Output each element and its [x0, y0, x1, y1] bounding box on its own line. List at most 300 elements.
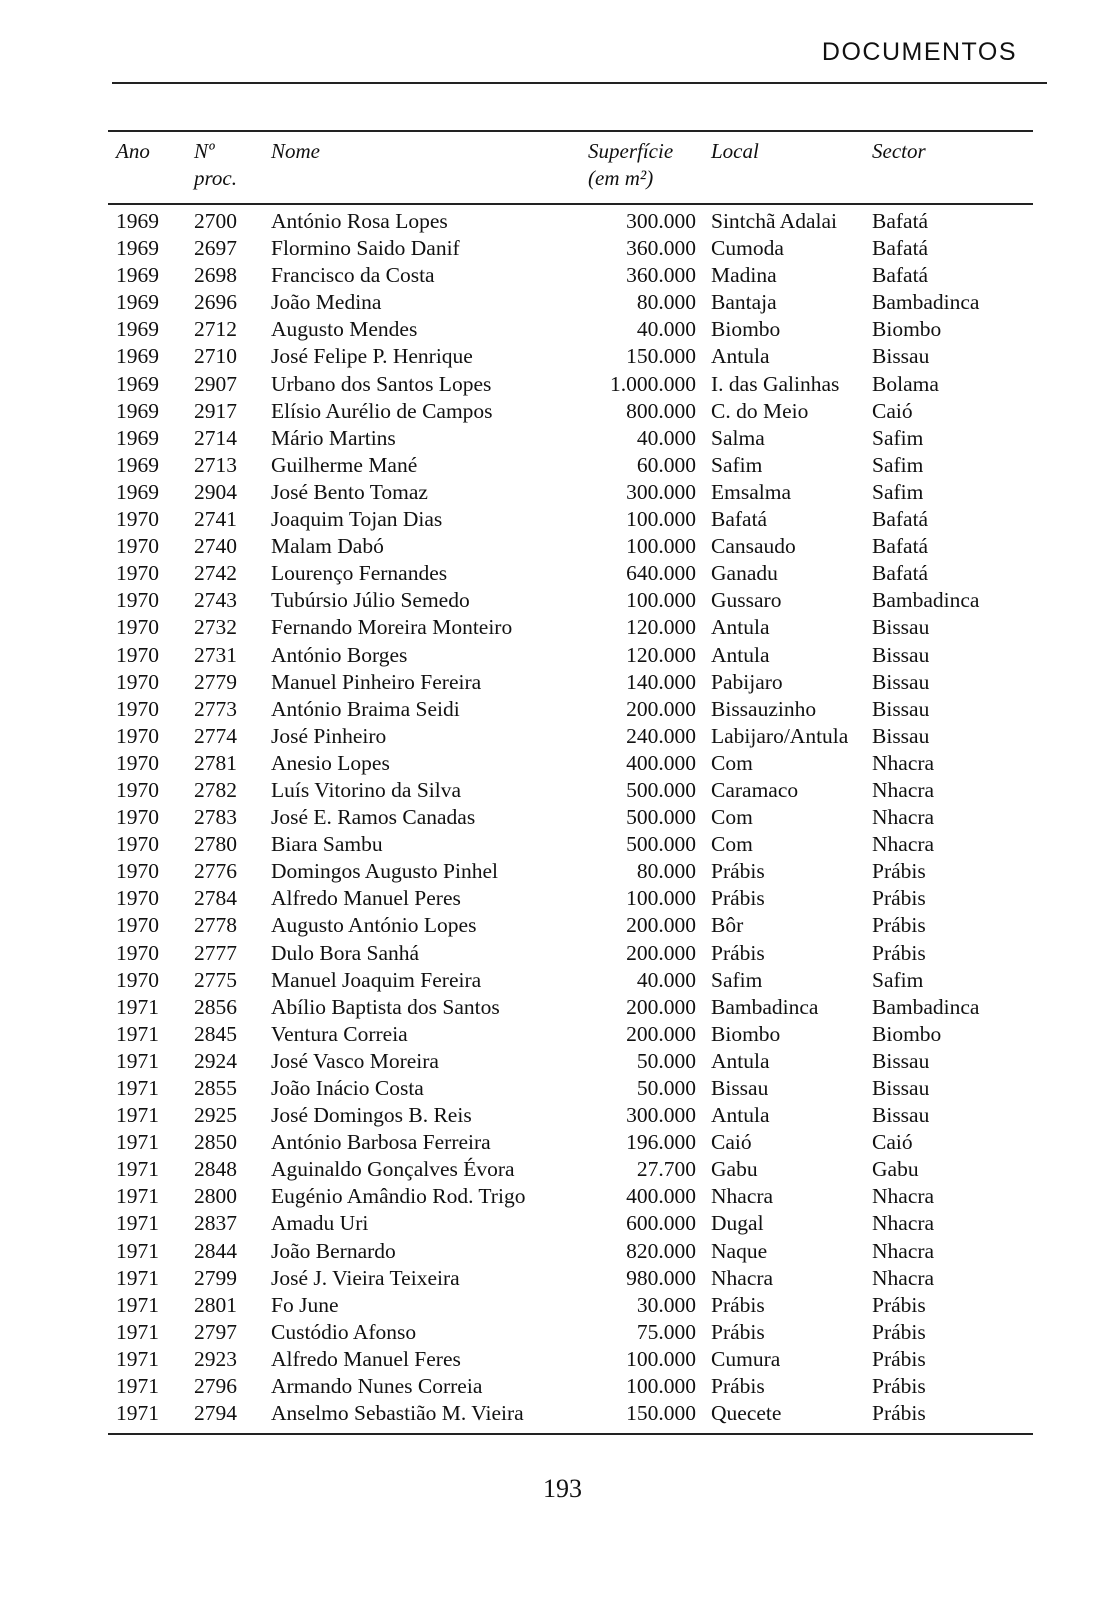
cell-ano: 1971 — [116, 1238, 159, 1263]
column-header-nome-label: Nome — [271, 139, 320, 163]
cell-sector: Bambadinca — [872, 994, 980, 1019]
cell-nome: José J. Vieira Teixeira — [271, 1265, 460, 1290]
cell-sector: Biombo — [872, 317, 942, 342]
cell-sector: Nhacra — [872, 805, 935, 830]
cell-ano: 1970 — [116, 805, 159, 830]
cell-local: Biombo — [711, 317, 781, 342]
cell-sector: Bissau — [872, 1076, 930, 1100]
cell-superficie: 1.000.000 — [610, 371, 696, 396]
cell-ano: 1970 — [116, 534, 159, 559]
cell-proc: 2923 — [194, 1346, 237, 1371]
cell-ano: 1970 — [116, 913, 159, 938]
cell-sector: Bambadinca — [872, 290, 980, 315]
cell-local: Safim — [711, 967, 763, 992]
cell-nome: Luís Vitorino da Silva — [271, 777, 462, 802]
cell-sector: Prábis — [872, 1346, 926, 1371]
cell-sector: Prábis — [872, 1292, 926, 1317]
cell-ano: 1970 — [116, 967, 159, 992]
cell-sector: Bissau — [872, 642, 930, 667]
cell-superficie: 100.000 — [626, 886, 696, 911]
cell-superficie: 100.000 — [626, 507, 696, 532]
cell-local: Caió — [711, 1130, 752, 1155]
cell-nome: Augusto Mendes — [271, 317, 418, 342]
cell-local: Salma — [711, 425, 765, 450]
cell-ano: 1969 — [116, 344, 159, 369]
cell-local: Com — [711, 805, 753, 830]
cell-superficie: 27.700 — [636, 1157, 696, 1182]
table-row — [0, 1210, 1109, 1237]
cell-nome: António Borges — [271, 642, 408, 667]
cell-local: Sintchã Adalai — [711, 209, 837, 233]
cell-local: C. do Meio — [711, 398, 809, 423]
cell-superficie: 30.000 — [636, 1292, 696, 1317]
column-header-nome — [271, 138, 320, 165]
cell-ano: 1971 — [116, 1401, 159, 1426]
cell-local: Prábis — [711, 940, 765, 965]
cell-proc: 2776 — [194, 859, 237, 884]
cell-ano: 1970 — [116, 561, 159, 586]
cell-ano: 1970 — [116, 696, 159, 721]
cell-sector: Bafatá — [872, 263, 929, 288]
cell-sector: Prábis — [872, 1374, 926, 1399]
cell-superficie: 500.000 — [626, 805, 696, 830]
cell-superficie: 100.000 — [626, 1346, 696, 1371]
cell-sector: Safim — [872, 479, 924, 504]
cell-superficie: 200.000 — [626, 696, 696, 721]
cell-superficie: 300.000 — [626, 1103, 696, 1128]
cell-ano: 1971 — [116, 1103, 159, 1128]
cell-nome: Malam Dabó — [271, 534, 384, 559]
cell-superficie: 100.000 — [626, 588, 696, 613]
cell-ano: 1970 — [116, 507, 159, 532]
cell-local: Prábis — [711, 1374, 765, 1399]
cell-proc: 2740 — [194, 534, 237, 559]
cell-sector: Nhacra — [872, 1211, 935, 1236]
cell-local: Antula — [711, 615, 770, 640]
table-row — [0, 1075, 1109, 1102]
table-header-rule — [108, 203, 1033, 205]
table-row — [0, 1102, 1109, 1129]
cell-nome: Custódio Afonso — [271, 1319, 417, 1344]
cell-proc: 2801 — [194, 1292, 237, 1317]
cell-sector: Safim — [872, 967, 924, 992]
cell-local: Bissau — [711, 1076, 769, 1100]
cell-proc: 2713 — [194, 452, 237, 477]
table-row — [0, 425, 1109, 452]
table-row — [0, 1373, 1109, 1400]
cell-sector: Prábis — [872, 913, 926, 938]
cell-ano: 1969 — [116, 425, 159, 450]
table-row — [0, 506, 1109, 533]
column-header-proc — [194, 138, 237, 192]
cell-nome: Francisco da Costa — [271, 263, 435, 288]
cell-sector: Prábis — [872, 1319, 926, 1344]
cell-local: Caramaco — [711, 777, 799, 802]
cell-superficie: 120.000 — [626, 642, 696, 667]
cell-proc: 2779 — [194, 669, 237, 694]
column-header-sector-label: Sector — [872, 139, 926, 163]
cell-superficie: 600.000 — [626, 1211, 696, 1236]
cell-sector: Bissau — [872, 344, 930, 369]
cell-ano: 1969 — [116, 479, 159, 504]
cell-ano: 1970 — [116, 832, 159, 857]
cell-nome: Anesio Lopes — [271, 750, 390, 775]
cell-ano: 1971 — [116, 1374, 159, 1399]
cell-ano: 1970 — [116, 777, 159, 802]
table-row — [0, 831, 1109, 858]
cell-local: Biombo — [711, 1021, 781, 1046]
cell-ano: 1971 — [116, 994, 159, 1019]
table-row — [0, 642, 1109, 669]
cell-ano: 1970 — [116, 723, 159, 748]
cell-proc: 2696 — [194, 290, 237, 315]
table-row — [0, 777, 1109, 804]
cell-superficie: 200.000 — [626, 994, 696, 1019]
cell-ano: 1969 — [116, 263, 159, 288]
cell-ano: 1971 — [116, 1157, 159, 1182]
cell-local: Labijaro/Antula — [711, 723, 849, 748]
table-row — [0, 912, 1109, 939]
table-row — [0, 669, 1109, 696]
cell-proc: 2780 — [194, 832, 237, 857]
cell-local: Antula — [711, 1103, 770, 1128]
cell-sector: Prábis — [872, 859, 926, 884]
column-header-superficie-line1: Superfície — [588, 139, 674, 163]
table-row — [0, 1292, 1109, 1319]
cell-proc: 2850 — [194, 1130, 237, 1155]
table-row — [0, 723, 1109, 750]
cell-nome: Manuel Joaquim Fereira — [271, 967, 482, 992]
cell-ano: 1971 — [116, 1265, 159, 1290]
cell-sector: Prábis — [872, 1401, 926, 1426]
cell-nome: Anselmo Sebastião M. Vieira — [271, 1401, 524, 1426]
cell-superficie: 50.000 — [636, 1076, 696, 1100]
table-row — [0, 1156, 1109, 1183]
cell-local: Pabijaro — [711, 669, 783, 694]
cell-superficie: 40.000 — [636, 425, 696, 450]
cell-ano: 1969 — [116, 371, 159, 396]
cell-ano: 1970 — [116, 940, 159, 965]
column-header-superficie — [588, 138, 673, 192]
table-row — [0, 940, 1109, 967]
cell-proc: 2925 — [194, 1103, 237, 1128]
cell-superficie: 140.000 — [626, 669, 696, 694]
cell-proc: 2714 — [194, 425, 237, 450]
cell-sector: Prábis — [872, 940, 926, 965]
header-rule — [112, 82, 1047, 84]
cell-sector: Nhacra — [872, 1265, 935, 1290]
cell-local: Naque — [711, 1238, 768, 1263]
cell-proc: 2710 — [194, 344, 237, 369]
cell-local: Antula — [711, 344, 770, 369]
cell-nome: António Barbosa Ferreira — [271, 1130, 491, 1155]
cell-proc: 2855 — [194, 1076, 237, 1100]
cell-nome: Lourenço Fernandes — [271, 561, 448, 586]
cell-nome: Tubúrsio Júlio Semedo — [271, 588, 470, 613]
cell-superficie: 150.000 — [626, 344, 696, 369]
cell-superficie: 640.000 — [626, 561, 696, 586]
cell-proc: 2777 — [194, 940, 237, 965]
cell-superficie: 50.000 — [636, 1048, 696, 1073]
cell-local: Com — [711, 832, 753, 857]
cell-superficie: 40.000 — [636, 317, 696, 342]
cell-proc: 2904 — [194, 479, 237, 504]
cell-sector: Bissau — [872, 696, 930, 721]
cell-proc: 2742 — [194, 561, 237, 586]
table-row — [0, 1129, 1109, 1156]
cell-ano: 1971 — [116, 1130, 159, 1155]
cell-superficie: 500.000 — [626, 777, 696, 802]
cell-ano: 1970 — [116, 669, 159, 694]
cell-ano: 1971 — [116, 1076, 159, 1100]
cell-ano: 1970 — [116, 750, 159, 775]
cell-nome: José Bento Tomaz — [271, 479, 428, 504]
cell-sector: Caió — [872, 398, 913, 423]
table-row — [0, 1021, 1109, 1048]
cell-proc: 2784 — [194, 886, 237, 911]
cell-superficie: 820.000 — [626, 1238, 696, 1263]
cell-sector: Bambadinca — [872, 588, 980, 613]
cell-nome: Aguinaldo Gonçalves Évora — [271, 1157, 515, 1182]
cell-sector: Bafatá — [872, 534, 929, 559]
cell-superficie: 800.000 — [626, 398, 696, 423]
table-row — [0, 967, 1109, 994]
column-header-proc-line1: Nº — [194, 139, 215, 163]
cell-superficie: 60.000 — [636, 452, 696, 477]
cell-local: Bantaja — [711, 290, 777, 315]
cell-nome: José Domingos B. Reis — [271, 1103, 472, 1128]
cell-nome: António Braima Seidi — [271, 696, 460, 721]
table-row — [0, 587, 1109, 614]
table-row — [0, 1265, 1109, 1292]
table-row — [0, 1048, 1109, 1075]
cell-sector: Nhacra — [872, 777, 935, 802]
table-row — [0, 1319, 1109, 1346]
cell-superficie: 360.000 — [626, 263, 696, 288]
cell-proc: 2698 — [194, 263, 237, 288]
cell-nome: Abílio Baptista dos Santos — [271, 994, 500, 1019]
cell-superficie: 75.000 — [636, 1319, 696, 1344]
cell-local: Prábis — [711, 886, 765, 911]
cell-nome: Amadu Uri — [271, 1211, 369, 1236]
cell-sector: Bafatá — [872, 507, 929, 532]
cell-ano: 1971 — [116, 1021, 159, 1046]
cell-superficie: 120.000 — [626, 615, 696, 640]
column-header-local — [711, 138, 759, 165]
table-row — [0, 614, 1109, 641]
cell-proc: 2773 — [194, 696, 237, 721]
cell-ano: 1971 — [116, 1184, 159, 1209]
cell-proc: 2845 — [194, 1021, 237, 1046]
table-row — [0, 696, 1109, 723]
cell-superficie: 980.000 — [626, 1265, 696, 1290]
cell-nome: Domingos Augusto Pinhel — [271, 859, 498, 884]
cell-proc: 2794 — [194, 1401, 237, 1426]
cell-local: Madina — [711, 263, 777, 288]
table-row — [0, 1346, 1109, 1373]
cell-local: Com — [711, 750, 753, 775]
cell-sector: Bissau — [872, 1048, 930, 1073]
cell-ano: 1969 — [116, 290, 159, 315]
cell-superficie: 100.000 — [626, 1374, 696, 1399]
table-row — [0, 858, 1109, 885]
cell-ano: 1971 — [116, 1346, 159, 1371]
table-row — [0, 289, 1109, 316]
table-row — [0, 452, 1109, 479]
cell-local: Gabu — [711, 1157, 758, 1182]
cell-local: Cumoda — [711, 236, 784, 261]
cell-superficie: 196.000 — [626, 1130, 696, 1155]
cell-sector: Biombo — [872, 1021, 942, 1046]
cell-local: Bissauzinho — [711, 696, 817, 721]
cell-nome: João Bernardo — [271, 1238, 396, 1263]
cell-nome: Dulo Bora Sanhá — [271, 940, 420, 965]
cell-ano: 1970 — [116, 615, 159, 640]
cell-ano: 1969 — [116, 236, 159, 261]
cell-proc: 2781 — [194, 750, 237, 775]
cell-sector: Nhacra — [872, 750, 935, 775]
cell-sector: Bafatá — [872, 209, 929, 233]
table-bottom-rule — [108, 1433, 1033, 1435]
cell-local: I. das Galinhas — [711, 371, 840, 396]
cell-proc: 2778 — [194, 913, 237, 938]
table-row — [0, 479, 1109, 506]
cell-proc: 2796 — [194, 1374, 237, 1399]
cell-ano: 1971 — [116, 1211, 159, 1236]
running-head: DOCUMENTOS — [821, 38, 1017, 66]
table-row — [0, 235, 1109, 262]
column-header-local-label: Local — [711, 139, 759, 163]
cell-nome: José E. Ramos Canadas — [271, 805, 476, 830]
cell-nome: Armando Nunes Correia — [271, 1374, 483, 1399]
cell-ano: 1969 — [116, 209, 159, 233]
cell-local: Nhacra — [711, 1265, 774, 1290]
cell-ano: 1970 — [116, 886, 159, 911]
cell-ano: 1971 — [116, 1048, 159, 1073]
cell-superficie: 300.000 — [626, 479, 696, 504]
cell-superficie: 100.000 — [626, 534, 696, 559]
column-header-ano — [116, 138, 150, 165]
cell-proc: 2844 — [194, 1238, 237, 1263]
cell-local: Prábis — [711, 1319, 765, 1344]
table-row — [0, 262, 1109, 289]
cell-proc: 2775 — [194, 967, 237, 992]
table-row — [0, 1183, 1109, 1210]
cell-sector: Safim — [872, 425, 924, 450]
cell-local: Antula — [711, 1048, 770, 1073]
cell-proc: 2917 — [194, 398, 237, 423]
cell-superficie: 300.000 — [626, 209, 696, 233]
cell-superficie: 200.000 — [626, 1021, 696, 1046]
cell-proc: 2848 — [194, 1157, 237, 1182]
cell-local: Antula — [711, 642, 770, 667]
cell-local: Emsalma — [711, 479, 792, 504]
cell-ano: 1970 — [116, 859, 159, 884]
cell-ano: 1970 — [116, 588, 159, 613]
column-header-ano-label: Ano — [116, 139, 150, 163]
table-row — [0, 1238, 1109, 1265]
cell-ano: 1969 — [116, 398, 159, 423]
cell-proc: 2783 — [194, 805, 237, 830]
cell-sector: Nhacra — [872, 1238, 935, 1263]
cell-ano: 1971 — [116, 1319, 159, 1344]
column-header-proc-line2: proc. — [194, 166, 237, 190]
cell-proc: 2732 — [194, 615, 237, 640]
table-row — [0, 994, 1109, 1021]
cell-sector: Bafatá — [872, 236, 929, 261]
cell-proc: 2797 — [194, 1319, 237, 1344]
cell-nome: João Inácio Costa — [271, 1076, 424, 1100]
cell-local: Gussaro — [711, 588, 782, 613]
table-row — [0, 750, 1109, 777]
cell-proc: 2782 — [194, 777, 237, 802]
cell-superficie: 360.000 — [626, 236, 696, 261]
table-row — [0, 804, 1109, 831]
cell-nome: José Felipe P. Henrique — [271, 344, 473, 369]
cell-nome: Manuel Pinheiro Fereira — [271, 669, 482, 694]
cell-local: Bambadinca — [711, 994, 819, 1019]
cell-sector: Safim — [872, 452, 924, 477]
table-row — [0, 371, 1109, 398]
cell-sector: Caió — [872, 1130, 913, 1155]
cell-superficie: 500.000 — [626, 832, 696, 857]
cell-superficie: 40.000 — [636, 967, 696, 992]
cell-sector: Bissau — [872, 723, 930, 748]
cell-proc: 2856 — [194, 994, 237, 1019]
cell-superficie: 240.000 — [626, 723, 696, 748]
cell-superficie: 80.000 — [636, 290, 696, 315]
cell-proc: 2800 — [194, 1184, 237, 1209]
cell-nome: Fo June — [271, 1292, 339, 1317]
cell-nome: Fernando Moreira Monteiro — [271, 615, 513, 640]
cell-proc: 2774 — [194, 723, 237, 748]
cell-sector: Bissau — [872, 669, 930, 694]
cell-nome: Urbano dos Santos Lopes — [271, 371, 492, 396]
cell-local: Cumura — [711, 1346, 781, 1371]
cell-local: Safim — [711, 452, 763, 477]
cell-proc: 2731 — [194, 642, 237, 667]
cell-sector: Prábis — [872, 886, 926, 911]
cell-ano: 1970 — [116, 642, 159, 667]
cell-sector: Bissau — [872, 615, 930, 640]
cell-sector: Bafatá — [872, 561, 929, 586]
cell-proc: 2712 — [194, 317, 237, 342]
cell-nome: Augusto António Lopes — [271, 913, 477, 938]
cell-ano: 1969 — [116, 452, 159, 477]
table-row — [0, 398, 1109, 425]
cell-sector: Nhacra — [872, 1184, 935, 1209]
cell-sector: Nhacra — [872, 832, 935, 857]
cell-local: Prábis — [711, 1292, 765, 1317]
cell-nome: Flormino Saido Danif — [271, 236, 460, 261]
cell-nome: Ventura Correia — [271, 1021, 408, 1046]
cell-ano: 1971 — [116, 1292, 159, 1317]
cell-local: Ganadu — [711, 561, 778, 586]
table-row — [0, 316, 1109, 343]
cell-ano: 1969 — [116, 317, 159, 342]
cell-nome: António Rosa Lopes — [271, 209, 448, 233]
table-body — [0, 208, 1109, 1427]
cell-local: Nhacra — [711, 1184, 774, 1209]
column-header-superficie-line2: (em m²) — [588, 166, 654, 190]
table-row — [0, 560, 1109, 587]
cell-proc: 2700 — [194, 209, 237, 233]
cell-nome: José Vasco Moreira — [271, 1048, 439, 1073]
cell-proc: 2907 — [194, 371, 237, 396]
cell-local: Prábis — [711, 859, 765, 884]
page-number: 193 — [543, 1474, 582, 1503]
cell-local: Dugal — [711, 1211, 764, 1236]
